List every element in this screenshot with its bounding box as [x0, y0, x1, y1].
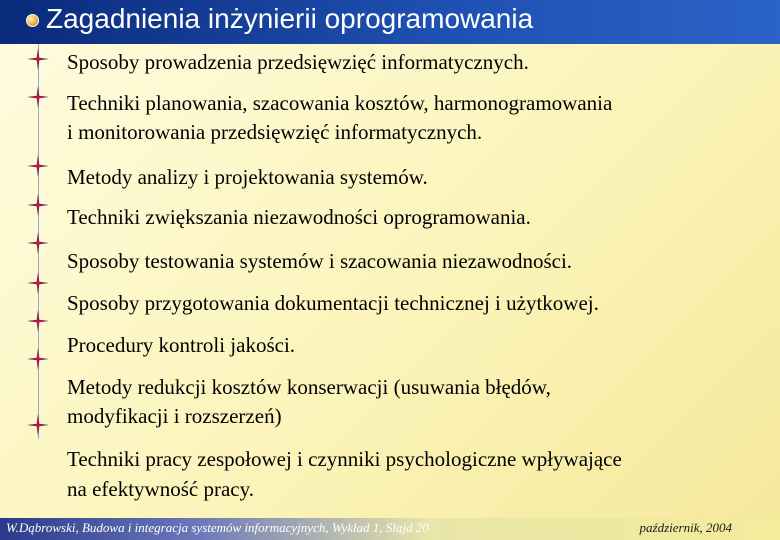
- footer-credit: W.Dąbrowski, Budowa i integracja systemów informacyjnych, Wykład 1, Slajd 20: [6, 520, 429, 535]
- list-item-text: na efektywność pracy.: [67, 477, 254, 501]
- list-item-text: Sposoby prowadzenia przedsięwzięć informatycznych.: [67, 50, 529, 74]
- list-item-text: Procedury kontroli jakości.: [67, 333, 296, 357]
- star-bullet-icon: [27, 48, 49, 70]
- star-bullet-icon: [27, 348, 49, 370]
- list-item-text: Sposoby testowania systemów i szacowania niezawodności.: [67, 249, 573, 273]
- list-item-text: Techniki pracy zespołowej i czynniki psychologiczne wpływające: [67, 447, 622, 471]
- star-bullet-icon: [27, 232, 49, 254]
- list-item-text: modyfikacji i rozszerzeń): [67, 404, 282, 428]
- list-item-text: Metody redukcji kosztów konserwacji (usuwania błędów,: [67, 375, 551, 399]
- star-bullet-icon: [27, 272, 49, 294]
- star-bullet-icon: [27, 86, 49, 108]
- list-item-text: Metody analizy i projektowania systemów.: [67, 165, 428, 189]
- list-item-text: Sposoby przygotowania dokumentacji technicznej i użytkowej.: [67, 291, 599, 315]
- star-bullet-icon: [27, 414, 49, 436]
- list-item-text: Techniki zwiększania niezawodności oprogramowania.: [67, 205, 531, 229]
- title-dot-icon: [26, 14, 39, 27]
- star-bullet-icon: [27, 194, 49, 216]
- footer-date: październik, 2004: [639, 520, 732, 535]
- star-bullet-icon: [27, 155, 49, 177]
- list-item-text: i monitorowania przedsięwzięć informatycznych.: [67, 120, 483, 144]
- star-bullet-icon: [27, 310, 49, 332]
- slide-title: Zagadnienia inżynierii oprogramowania: [46, 3, 534, 34]
- list-item-text: Techniki planowania, szacowania kosztów, harmonogramowania: [67, 91, 613, 115]
